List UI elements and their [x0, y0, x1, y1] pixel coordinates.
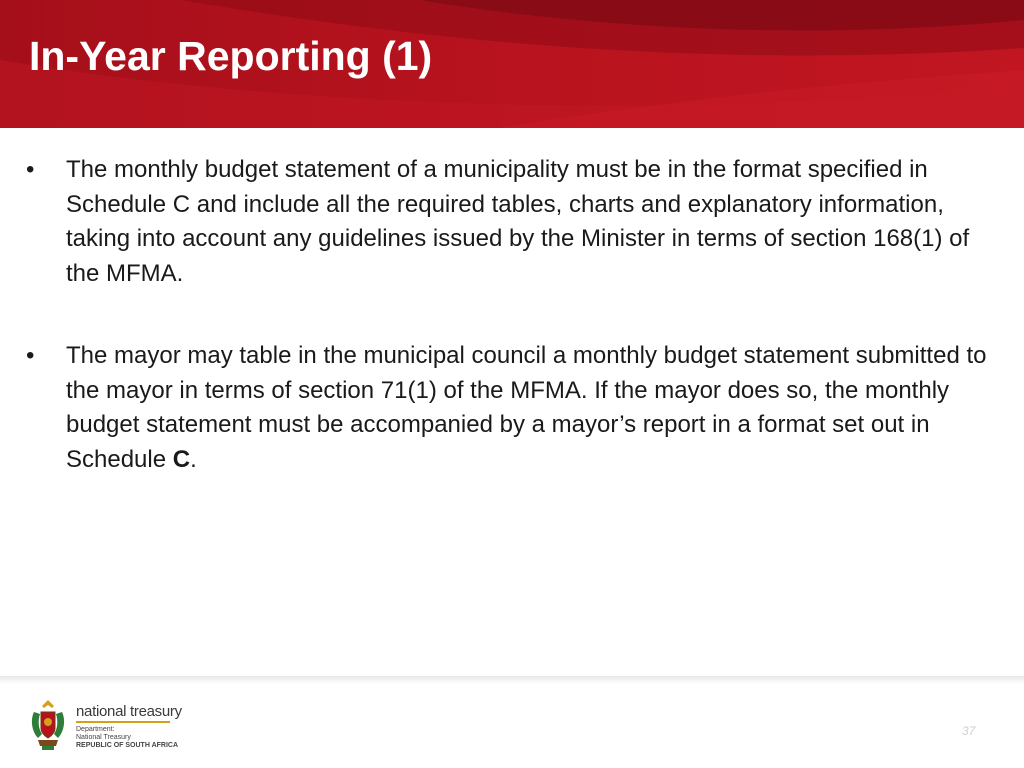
logo-department-label: Department: [76, 726, 115, 733]
footer-divider [0, 676, 1024, 684]
logo-underline [76, 721, 170, 723]
bullet-marker: • [26, 342, 35, 369]
bullet-text: The monthly budget statement of a municipality must be in the format specified in Schedule C and include all the required tables, charts and explanatory information, taking into account any guidelines issued by the Minister in terms of section 168(1) of the MFMA. [66, 156, 970, 287]
coat-of-arms-icon [28, 698, 68, 752]
national-treasury-logo [76, 703, 182, 750]
slide-title: In-Year Reporting (1) [29, 33, 433, 79]
page-number: 37 [962, 724, 976, 738]
logo-name: national treasury [76, 703, 182, 720]
logo-department-name: National Treasury [76, 734, 131, 741]
bullet-item [26, 339, 996, 477]
slide-header [0, 0, 1024, 128]
bullet-item [26, 153, 996, 291]
bullet-text-end: . [190, 445, 197, 473]
bullet-text-main: The mayor may table in the municipal council a monthly budget statement submitted to the mayor in terms of section 71(1) of the MFMA. If the mayor does so, the monthly budget statement must be accompanied by a mayor’s report in a format set out in Schedule [66, 342, 987, 473]
logo-country: REPUBLIC OF SOUTH AFRICA [76, 742, 179, 749]
bullet-marker: • [26, 156, 35, 183]
bullet-text [66, 339, 996, 477]
slide-content [26, 153, 996, 525]
bullet-text-bold: C [172, 445, 191, 473]
